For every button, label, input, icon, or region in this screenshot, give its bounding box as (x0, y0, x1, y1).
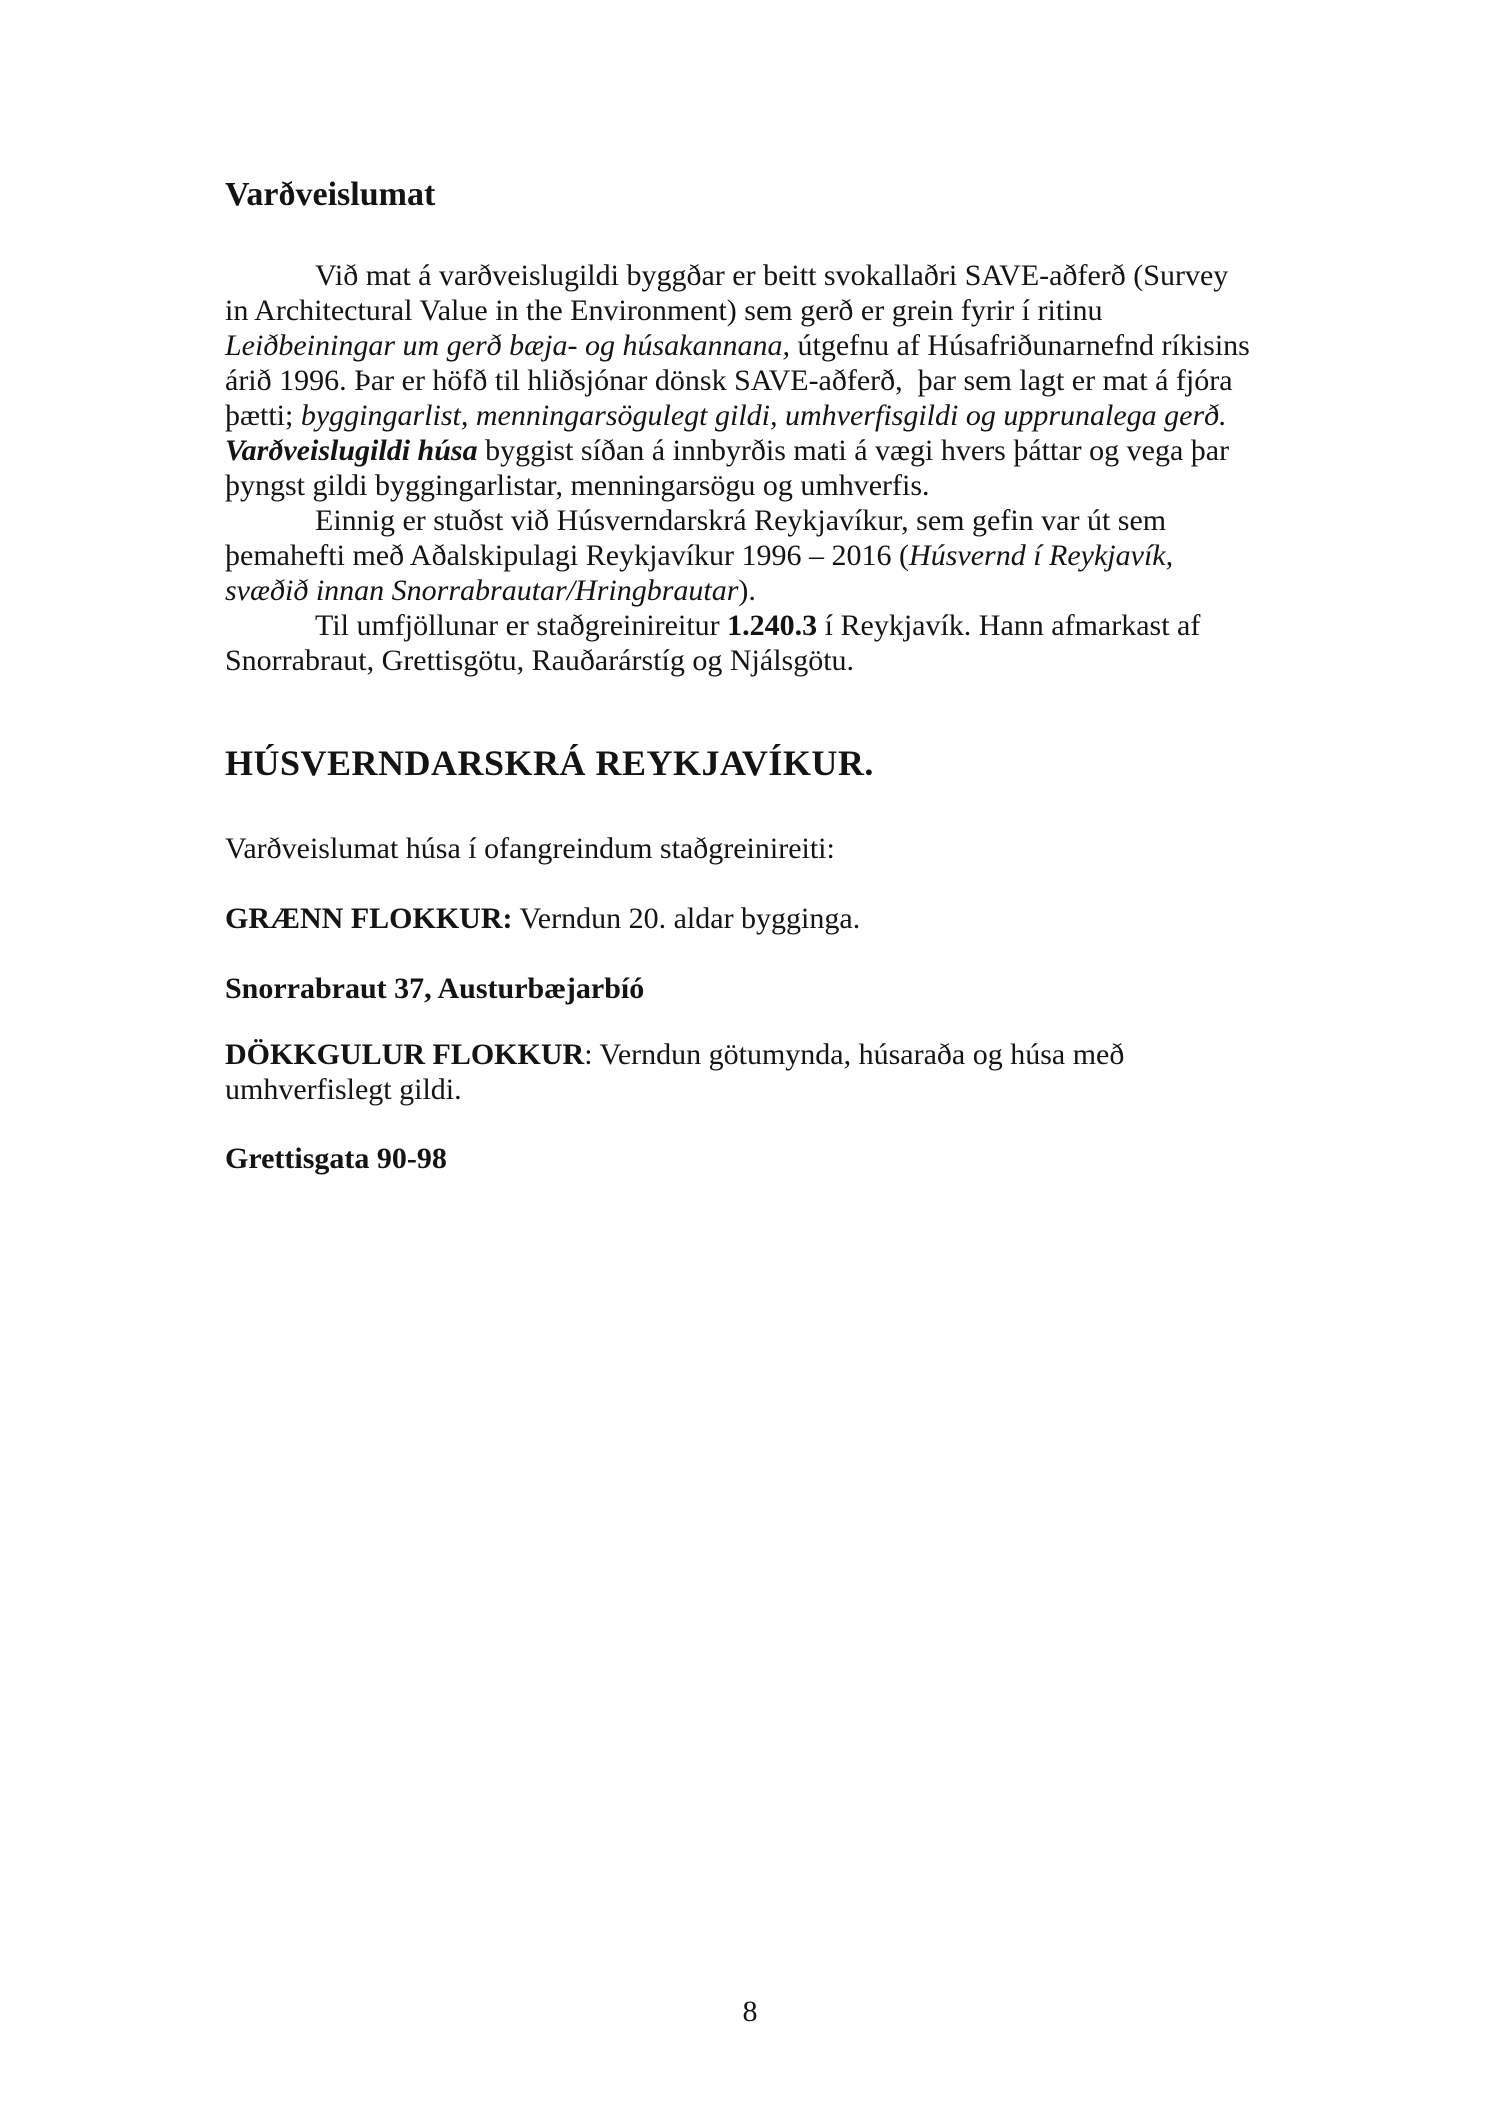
line-graenn-flokkur (225, 901, 1375, 936)
text-run: Snorrabraut, Grettisgötu, Rauðarárstíg og Njálsgötu. (225, 644, 855, 677)
text-run: árið 1996. Þar er höfð til hliðsjónar dönsk SAVE-aðferð, þar sem lagt er mat á fjóra (225, 364, 1233, 397)
line-dokkgulur-flokkur (225, 1037, 1375, 1107)
text-line (225, 398, 1375, 433)
section-heading-husverndarskra: HÚSVERNDARSKRÁ REYKJAVÍKUR. (225, 743, 874, 783)
text-line (225, 503, 1375, 538)
text-run: ). (738, 574, 756, 607)
text-run: byggist síðan á innbyrðis mati á vægi hvers þáttar og vega þar (477, 434, 1230, 467)
text-run: þyngst gildi byggingarlistar, menningarsögu og umhverfis. (225, 469, 930, 502)
text-run: DÖKKGULUR FLOKKUR (225, 1038, 585, 1071)
text-run: Verndun 20. aldar bygginga. (512, 902, 861, 935)
page-number: 8 (742, 1995, 758, 2028)
line-snorrabraut-37: Snorrabraut 37, Austurbæjarbíó (225, 972, 645, 1005)
text-line (225, 1072, 1375, 1107)
text-run: Til umfjöllunar er staðgreinireitur (315, 609, 728, 642)
text-run: þemahefti með Aðalskipulagi Reykjavíkur 1996 – 2016 ( (225, 539, 910, 572)
text-run: útgefnu af Húsafriðunarnefnd ríkisins (789, 329, 1250, 362)
text-run: Húsvernd í Reykjavík, (909, 539, 1174, 572)
text-run: umhverfislegt gildi. (225, 1073, 462, 1106)
text-line (225, 258, 1375, 293)
text-line (225, 643, 1375, 678)
text-line (225, 1037, 1375, 1072)
text-run: GRÆNN FLOKKUR: (225, 902, 513, 935)
line-grettisgata-90-98: Grettisgata 90-98 (225, 1142, 447, 1175)
text-run: in Architectural Value in the Environment) sem gerð er grein fyrir í ritinu (225, 294, 1103, 327)
line-vardveislumat-husa: Varðveislumat húsa í ofangreindum staðgreinireiti: (225, 832, 835, 865)
text-line (225, 608, 1375, 643)
text-line (225, 433, 1375, 468)
text-line (225, 328, 1375, 363)
text-run: Einnig er stuðst við Húsverndarskrá Reykjavíkur, sem gefin var út sem (315, 504, 1167, 537)
text-run: þætti; (225, 399, 301, 432)
text-run: svæðið innan Snorrabrautar/Hringbrautar (225, 574, 739, 607)
text-line (225, 538, 1375, 573)
text-line (225, 573, 1375, 608)
text-run: Varðveislugildi húsa (225, 434, 478, 467)
text-run: : Verndun götumynda, húsaraða og húsa með (584, 1038, 1125, 1071)
text-run: Leiðbeiningar um gerð bæja- og húsakannana, (225, 329, 790, 362)
section-heading-vardveislumat: Varðveislumat (225, 176, 436, 213)
text-line (225, 293, 1375, 328)
text-run: byggingarlist, menningarsögulegt gildi, umhverfisgildi og upprunalega gerð. (300, 399, 1227, 432)
text-line (225, 468, 1375, 503)
text-run: 1.240.3 (727, 609, 818, 642)
text-run: í Reykjavík. Hann afmarkast af (817, 609, 1201, 642)
text-run: Við mat á varðveislugildi byggðar er beitt svokallaðri SAVE-aðferð (Survey (315, 259, 1229, 292)
document-body-text (225, 258, 1375, 678)
text-line (225, 363, 1375, 398)
